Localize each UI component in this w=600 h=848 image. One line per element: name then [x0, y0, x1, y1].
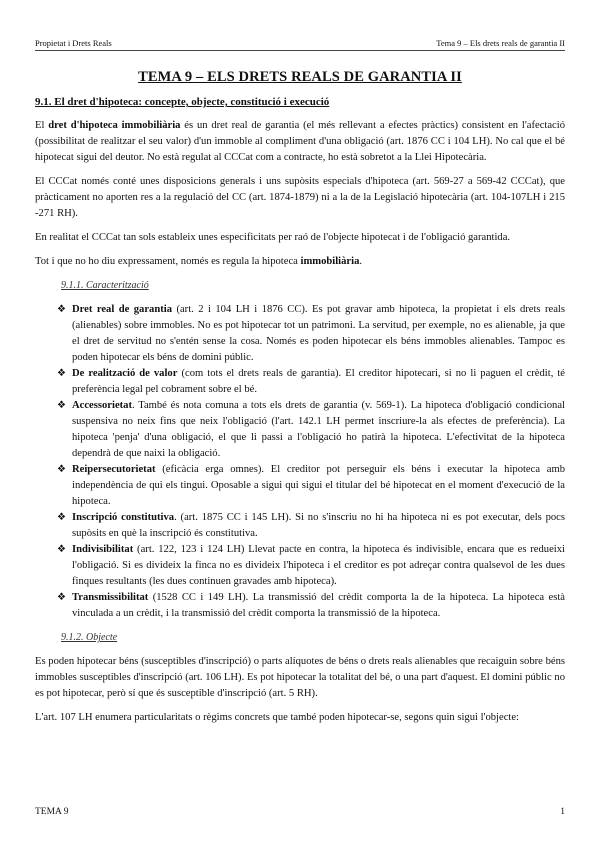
- list-item: [35, 302, 565, 366]
- paragraph-6: L'art. 107 LH enumera particularitats o règims concrets que també poden hipotecar-se, segons quin sigui l'objecte:: [35, 712, 519, 723]
- text: Tot i que no ho diu expressament, només es regula la hipoteca: [35, 256, 301, 267]
- list-item: [35, 398, 565, 462]
- header-right: Tema 9 – Els drets reals de garantia II: [436, 38, 565, 48]
- paragraph-1: [35, 118, 565, 166]
- list-item: [35, 462, 565, 510]
- bold-term: Accessorietat: [72, 400, 132, 411]
- bold-term: dret d'hipoteca immobiliària: [48, 120, 181, 131]
- diamond-bullet-icon: ❖: [57, 400, 66, 411]
- footer-left: TEMA 9: [35, 807, 69, 817]
- subsection-heading-objecte: 9.1.2. Objecte: [61, 632, 118, 643]
- diamond-bullet-icon: ❖: [57, 512, 66, 523]
- paragraph-4: [35, 254, 565, 270]
- text: (art. 122, 123 i 124 LH) Llevat pacte en contra, la hipoteca és indivisible, encara que es redueixi l'obligació. Si es divideix la finca no es divideix l'hipoteca i el creditor es pot adreçar contra qualsevol de les dues finques resultants (les dues continuen gravades amb hipoteca).: [72, 544, 565, 587]
- bold-term: immobiliària: [300, 256, 360, 267]
- text: (1528 CC i 149 LH). La transmissió del crèdit comporta la de la hipoteca. La hipoteca està vinculada a un crèdit, i la transmissió del crèdit comporta la transmissió de la hipoteca.: [72, 592, 565, 619]
- text: . També és nota comuna a tots els drets de garantia (v. 569-1). La hipoteca d'obligació condicional suspensiva no neix fins que neix l'obligació (l'art. 142.1 LH permet inscriure-la als efectes de preferència). La hipoteca 'penja' d'una obligació, el que li passi a l'obligació ho patirà la hipoteca. L'efectivitat de la hipoteca dependrà de que naixi la obligació.: [72, 400, 565, 459]
- diamond-bullet-icon: ❖: [57, 304, 66, 315]
- list-item: [35, 590, 565, 622]
- text: .: [359, 256, 363, 267]
- page-footer: [35, 807, 565, 817]
- diamond-bullet-icon: ❖: [57, 592, 66, 603]
- header-left: Propietat i Drets Reals: [35, 38, 112, 48]
- subsection-heading-caracteritzacio: 9.1.1. Caracterització: [61, 280, 149, 291]
- paragraph-2: El CCCat només conté unes disposicions generals i uns supòsits especials d'hipoteca (art. 569-27 a 569-42 CCCat), que pràcticament no aporten res a la regulació del CC (art. 1874-1879) ni a la de la Legislació hipotecària (art. 104-107LH i 215 -271 RH).: [35, 176, 565, 219]
- list-item: [35, 366, 565, 398]
- bold-term: Indivisibilitat: [72, 544, 134, 555]
- text: (eficàcia erga omnes). El creditor pot perseguir els béns i executar la hipoteca amb independència de qui els tingui. Oposable a sigui qui sigui el titular del bé hipotecat en el moment d'execució de la hipoteca.: [72, 464, 565, 507]
- document-body: [35, 94, 565, 734]
- page-title: TEMA 9 – ELS DRETS REALS DE GARANTIA II: [138, 69, 462, 85]
- text: El: [35, 120, 49, 131]
- list-item: [35, 542, 565, 590]
- bold-term: Inscripció constitutiva: [72, 512, 175, 523]
- diamond-bullet-icon: ❖: [57, 368, 66, 379]
- text: (art. 2 i 104 LH i 1876 CC). Es pot gravar amb hipoteca, la propietat i els drets reals (alienables) sobre immobles. No es pot hipotecar tot un patrimoni. La servitud, per exemple, no es alienable, ja que el dret de servitud no s'entén sense la cosa. Només es poden hipotecar els béns immobles alienables. Tampoc es poden hipotecar els béns de domini públic.: [72, 304, 565, 363]
- paragraph-3: En realitat el CCCat tan sols estableix unes especificitats per raó de l'objecte hipotecat i de l'obligació garantida.: [35, 232, 511, 243]
- bold-term: Reipersecutorietat: [72, 464, 156, 475]
- text: (com tots el drets reals de garantia). El creditor hipotecari, si no li paguen el crèdit, té preferència legal pel cobrament sobre el bé.: [72, 368, 566, 395]
- diamond-bullet-icon: ❖: [57, 544, 66, 555]
- page-number: 1: [560, 807, 565, 817]
- text: . (art. 1875 CC i 145 LH). Si no s'inscriu no hi ha hipoteca ni es pot executar, dels pocs supòsits en què la inscripció és constitutiva.: [72, 512, 565, 539]
- list-item: [35, 510, 565, 542]
- characteristics-list: [35, 302, 565, 622]
- bold-term: Dret real de garantia: [72, 304, 173, 315]
- bold-term: Transmissibilitat: [72, 592, 149, 603]
- page-header: [35, 34, 565, 51]
- section-heading: 9.1. El dret d'hipoteca: concepte, objecte, constitució i execució: [35, 96, 330, 108]
- paragraph-5: Es poden hipotecar béns (susceptibles d'inscripció) o parts alíquotes de béns o drets reals alienables que recaiguin sobre béns immobles susceptibles d'inscripció (art. 106 LH). Es pot hipotecar la totalitat del bé, o una part d'aquest. El domini públic no es pot hipotecar, però sí que és susceptible d'inscripció (art. 5 RH).: [35, 656, 565, 699]
- diamond-bullet-icon: ❖: [57, 464, 66, 475]
- bold-term: De realització de valor: [72, 368, 178, 379]
- text: és un dret real de garantia (el més rellevant a efectes pràctics) consistent en l'afectació (possibilitat de realitzar el seu valor) d'un immoble al compliment d'una obligació (art. 1876 CC i 104 LH). No cal que el bé hipotecat sigui del deutor. No està regulat al CCCat com a contracte, ho està sobretot a la Llei Hipotecària.: [35, 120, 565, 163]
